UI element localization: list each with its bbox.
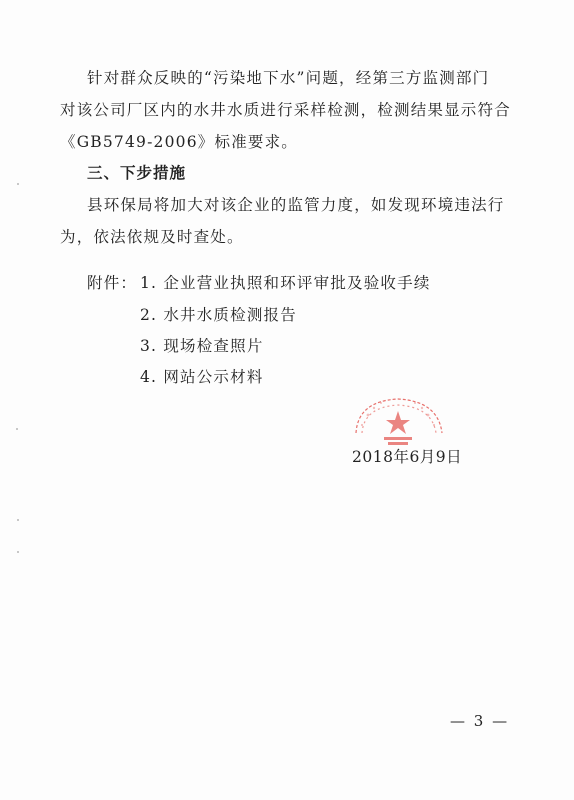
body-line-1: 针对群众反映的“污染地下水”问题，经第三方监测部门: [87, 69, 490, 87]
page-number: — 3 —: [450, 712, 510, 730]
attachment-item: 1. 企业营业执照和环评审批及验收手续: [140, 274, 431, 292]
scan-speck: [17, 519, 19, 521]
scan-speck: [17, 183, 19, 185]
attachments-label: 附件：: [87, 274, 138, 292]
scan-speck: [16, 428, 18, 430]
section-line-2: 为，依法依规及时查处。: [60, 228, 244, 246]
section-line-1: 县环保局将加大对该企业的监管力度，如发现环境违法行: [87, 196, 505, 214]
attachment-item: 4. 网站公示材料: [140, 368, 264, 386]
body-line-3: 《GB5749-2006》标准要求。: [60, 133, 299, 151]
body-line-2: 对该公司厂区内的水井水质进行采样检测，检测结果显示符合: [60, 101, 511, 119]
attachment-item: 2. 水井水质检测报告: [140, 306, 297, 324]
scan-speck: [17, 551, 19, 553]
section-heading: 三、下步措施: [87, 164, 187, 182]
document-date: 2018年6月9日: [352, 448, 463, 466]
attachment-item: 3. 现场检查照片: [140, 337, 264, 355]
